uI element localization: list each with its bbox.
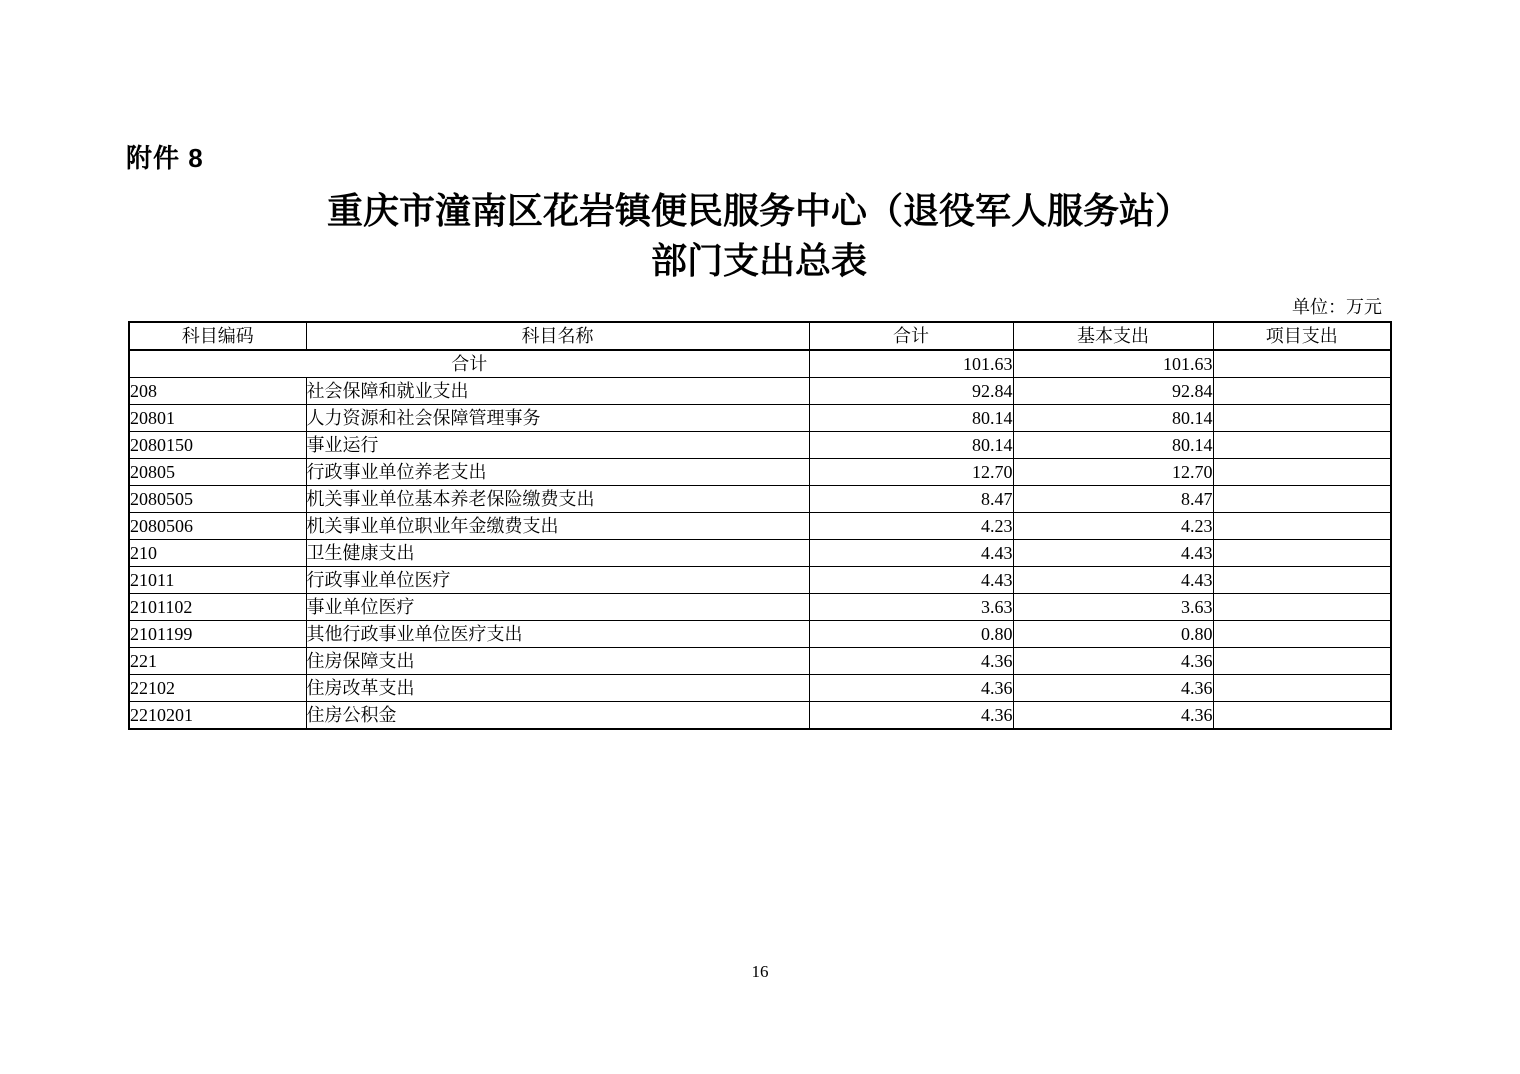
cell-subject-code: 22102 [129, 675, 306, 702]
cell-basic-expenditure: 80.14 [1013, 432, 1213, 459]
cell-project-expenditure [1213, 567, 1391, 594]
cell-subject-name: 住房改革支出 [306, 675, 809, 702]
cell-basic-expenditure: 101.63 [1013, 350, 1213, 378]
col-header-basic-expenditure: 基本支出 [1013, 322, 1213, 350]
table-row [129, 594, 1391, 621]
table-row [129, 675, 1391, 702]
cell-total: 8.47 [809, 486, 1013, 513]
table-row [129, 648, 1391, 675]
cell-total: 80.14 [809, 432, 1013, 459]
table-row [129, 702, 1391, 730]
cell-basic-expenditure: 80.14 [1013, 405, 1213, 432]
cell-project-expenditure [1213, 675, 1391, 702]
cell-basic-expenditure: 3.63 [1013, 594, 1213, 621]
cell-total: 4.43 [809, 567, 1013, 594]
cell-project-expenditure [1213, 405, 1391, 432]
cell-subject-code: 2080506 [129, 513, 306, 540]
table-header-row [129, 322, 1391, 350]
cell-basic-expenditure: 4.43 [1013, 567, 1213, 594]
cell-basic-expenditure: 4.36 [1013, 702, 1213, 730]
cell-subject-name: 行政事业单位养老支出 [306, 459, 809, 486]
cell-subject-code: 221 [129, 648, 306, 675]
cell-total: 80.14 [809, 405, 1013, 432]
cell-total: 101.63 [809, 350, 1013, 378]
cell-project-expenditure [1213, 459, 1391, 486]
col-header-subject-name: 科目名称 [306, 322, 809, 350]
cell-total: 92.84 [809, 378, 1013, 405]
cell-basic-expenditure: 4.36 [1013, 648, 1213, 675]
cell-subject-code: 2101102 [129, 594, 306, 621]
cell-project-expenditure [1213, 378, 1391, 405]
table-row [129, 405, 1391, 432]
cell-subject-code: 2080150 [129, 432, 306, 459]
table-row [129, 378, 1391, 405]
cell-subject-code: 208 [129, 378, 306, 405]
col-header-project-expenditure: 项目支出 [1213, 322, 1391, 350]
cell-subject-name: 事业单位医疗 [306, 594, 809, 621]
table-row [129, 350, 1391, 378]
cell-project-expenditure [1213, 486, 1391, 513]
cell-total: 0.80 [809, 621, 1013, 648]
table-row [129, 459, 1391, 486]
table-row [129, 432, 1391, 459]
expenditure-table [128, 321, 1392, 730]
cell-subject-code: 20801 [129, 405, 306, 432]
cell-subject-code: 2080505 [129, 486, 306, 513]
cell-total: 4.36 [809, 675, 1013, 702]
cell-basic-expenditure: 8.47 [1013, 486, 1213, 513]
cell-total: 4.36 [809, 648, 1013, 675]
cell-project-expenditure [1213, 540, 1391, 567]
cell-project-expenditure [1213, 648, 1391, 675]
cell-total: 4.36 [809, 702, 1013, 730]
cell-basic-expenditure: 12.70 [1013, 459, 1213, 486]
cell-subject-name: 卫生健康支出 [306, 540, 809, 567]
cell-total: 4.43 [809, 540, 1013, 567]
table-row [129, 513, 1391, 540]
cell-total: 12.70 [809, 459, 1013, 486]
document-title [128, 186, 1390, 286]
cell-subject-name: 住房公积金 [306, 702, 809, 730]
cell-subject-name: 其他行政事业单位医疗支出 [306, 621, 809, 648]
table-row [129, 621, 1391, 648]
cell-subject-name: 住房保障支出 [306, 648, 809, 675]
cell-subject-code: 2101199 [129, 621, 306, 648]
cell-subject-code: 20805 [129, 459, 306, 486]
cell-subject-code: 210 [129, 540, 306, 567]
cell-total: 4.23 [809, 513, 1013, 540]
title-line-1: 重庆市潼南区花岩镇便民服务中心（退役军人服务站） [326, 191, 1191, 231]
cell-subject-name: 行政事业单位医疗 [306, 567, 809, 594]
cell-project-expenditure [1213, 594, 1391, 621]
table-row [129, 486, 1391, 513]
cell-subject-name: 机关事业单位基本养老保险缴费支出 [306, 486, 809, 513]
attachment-label: 附件 8 [126, 143, 204, 173]
cell-basic-expenditure: 0.80 [1013, 621, 1213, 648]
cell-basic-expenditure: 92.84 [1013, 378, 1213, 405]
cell-subject-name: 机关事业单位职业年金缴费支出 [306, 513, 809, 540]
page-number: 16 [751, 962, 769, 981]
cell-subject-name: 人力资源和社会保障管理事务 [306, 405, 809, 432]
cell-subject-name: 社会保障和就业支出 [306, 378, 809, 405]
col-header-total: 合计 [809, 322, 1013, 350]
cell-grand-total-label: 合计 [129, 350, 809, 378]
cell-basic-expenditure: 4.23 [1013, 513, 1213, 540]
unit-note: 单位：万元 [1292, 297, 1382, 317]
cell-project-expenditure [1213, 513, 1391, 540]
cell-project-expenditure [1213, 350, 1391, 378]
cell-basic-expenditure: 4.43 [1013, 540, 1213, 567]
cell-project-expenditure [1213, 432, 1391, 459]
cell-project-expenditure [1213, 702, 1391, 730]
cell-total: 3.63 [809, 594, 1013, 621]
title-line-2: 部门支出总表 [650, 241, 867, 281]
cell-subject-name: 事业运行 [306, 432, 809, 459]
col-header-subject-code: 科目编码 [129, 322, 306, 350]
cell-subject-code: 2210201 [129, 702, 306, 730]
table-row [129, 540, 1391, 567]
cell-subject-code: 21011 [129, 567, 306, 594]
table-row [129, 567, 1391, 594]
cell-basic-expenditure: 4.36 [1013, 675, 1213, 702]
cell-project-expenditure [1213, 621, 1391, 648]
